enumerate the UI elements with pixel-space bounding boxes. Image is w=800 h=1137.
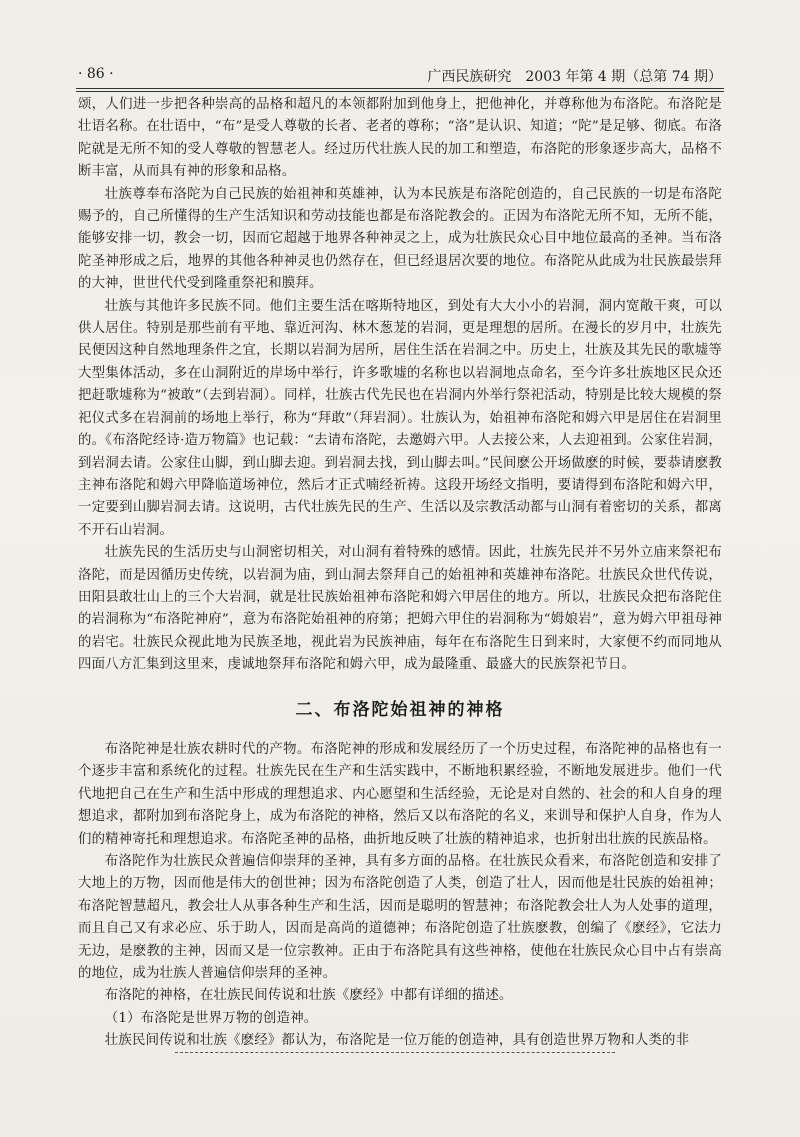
section-heading: 二、布洛陀始祖神的神格 <box>295 699 505 720</box>
article-body <box>78 94 722 1053</box>
paragraph: 壮族民间传说和壮族《麽经》都认为，布洛陀是一位万能的创造神，具有创造世界万物和人类的非 <box>104 1033 690 1049</box>
journal-title: 广西民族研究 2003 年第 4 期（总第 74 期） <box>427 69 722 85</box>
paragraph: 壮族先民的生活历史与山洞密切相关，对山洞有着特殊的感情。因此，壮族先民并不另外立庙来祭祀布洛陀，而是因循历史传统，以岩洞为庙，到山洞去祭拜自己的始祖神和英雄神布洛陀。壮族民众世代传说，田阳县敢壮山上的三个大岩洞，就是壮民族始祖神布洛陀和姆六甲居住的地方。所以，壮族民众把布洛陀住的岩洞称为“布洛陀神府”，意为布洛陀始祖神的府第；把姆六甲住的岩洞称为“姆娘岩”，意为姆六甲祖母神的岩宅。壮族民众视此地为民族圣地，视此岩为民族神庙，每年在布洛陀生日到来时，大家便不约而同地从四面八方汇集到这里来，虔诚地祭拜布洛陀和姆六甲，成为最隆重、最盛大的民族祭祀节日。 <box>78 545 722 673</box>
paragraph: 壮族尊奉布洛陀为自己民族的始祖神和英雄神，认为本民族是布洛陀创造的，自己民族的一切是布洛陀赐予的，自己所懂得的生产生活知识和劳动技能也都是布洛陀教会的。正因为布洛陀无所不知，无所不能，能够安排一切，教会一切，因而它超越于地界各种神灵之上，成为壮族民众心目中地位最高的圣神。当布洛陀圣神形成之后，地界的其他各种神灵也仍然存在，但已经退居次要的地位。布洛陀从此成为壮民族最崇拜的大神，世世代代受到隆重祭祀和膜拜。 <box>78 186 722 292</box>
paragraph: 布洛陀神是壮族农耕时代的产物。布洛陀神的形成和发展经历了一个历史过程，布洛陀神的品格也有一个逐步丰富和系统化的过程。壮族先民在生产和生活实践中，不断地积累经验，不断地发展进步。他们一代代地把自己在生产和生活中形成的理想追求、内心愿望和生活经验，无论是对自然的、社会的和人自身的理想追求，都附加到布洛陀身上，成为布洛陀的神格，然后又以布洛陀的名义，来训导和保护人自身，作为人们的精神寄托和理想追求。布洛陀圣神的品格，曲折地反映了壮族的精神追求，也折射出壮族的民族品格。 <box>78 741 722 847</box>
header-rule <box>76 88 724 92</box>
paragraph: 颂，人们进一步把各种崇高的品格和超凡的本领都附加到他身上，把他神化，并尊称他为布洛陀。布洛陀是壮语名称。在壮语中，“布”是受人尊敬的长者、老者的尊称；“洛”是认识、知道；“陀”是足够、彻底。布洛陀就是无所不知的受人尊敬的智慧老人。经过历代壮族人民的加工和塑造，布洛陀的形象逐步高大，品格不断丰富，从而具有神的形象和品格。 <box>78 97 722 180</box>
paragraph: 布洛陀作为壮族民众普遍信仰崇拜的圣神，具有多方面的品格。在壮族民众看来，布洛陀创造和安排了大地上的万物，因而他是伟大的创世神；因为布洛陀创造了人类，创造了壮人，因而他是壮民族的始祖神；布洛陀智慧超凡，教会壮人从事各种生产和生活，因而是聪明的智慧神；布洛陀教会壮人为人处事的道理，而且自己又有求必应、乐于助人，因而是高尚的道德神；布洛陀创造了壮族麽教，创编了《麽经》，它法力无边，是麽教的主神，因而又是一位宗教神。正由于布洛陀具有这些神格，使他在壮族民众心目中占有崇高的地位，成为壮族人普遍信仰崇拜的圣神。 <box>78 854 722 982</box>
paragraph: 布洛陀的神格，在壮族民间传说和壮族《麽经》中都有详细的描述。 <box>104 988 513 1004</box>
page-number: · 86 · <box>78 66 114 82</box>
list-item-heading: （1）布洛陀是世界万物的创造神。 <box>104 1010 318 1026</box>
paragraph: 壮族与其他许多民族不同。他们主要生活在喀斯特地区，到处有大大小小的岩洞，洞内宽敞干爽，可以供人居住。特别是那些前有平地、靠近河沟、林木葱茏的岩洞，更是理想的居所。在漫长的岁月中，壮族先民便因这种自然地理条件之宜，长期以岩洞为居所，居住生活在岩洞之中。历史上，壮族及其先民的歌墟等大型集体活动，多在山洞附近的岸场中举行，许多歌墟的名称也以岩洞地点命名，至今许多壮族地区民众还把赶歌墟称为“被敢”（去到岩洞）。同样，壮族古代先民也在岩洞内外举行祭祀活动，特别是比较大规模的祭祀仪式多在岩洞前的场地上举行，称为“拜敢”（拜岩洞）。壮族认为，始祖神布洛陀和姆六甲是居住在岩洞里的。《布洛陀经诗·造万物篇》也记载：“去请布洛陀，去邀姆六甲。人去接公来，人去迎祖到。公家住岩洞，到岩洞去请。公家住山脚，到山脚去迎。到岩洞去找，到山脚去叫。”民间麽公开场做麽的时候，要恭请麽教主神布洛陀和姆六甲降临道场神位，然后才正式喃经祈祷。这段开场经文指明，要请得到布洛陀和姆六甲，一定要到山脚岩洞去请。这说明，古代壮族先民的生产、生活以及宗教活动都与山洞有着密切的关系，都离不开石山岩洞。 <box>78 298 722 538</box>
footer-rule <box>175 1052 615 1053</box>
page-header <box>78 62 722 88</box>
